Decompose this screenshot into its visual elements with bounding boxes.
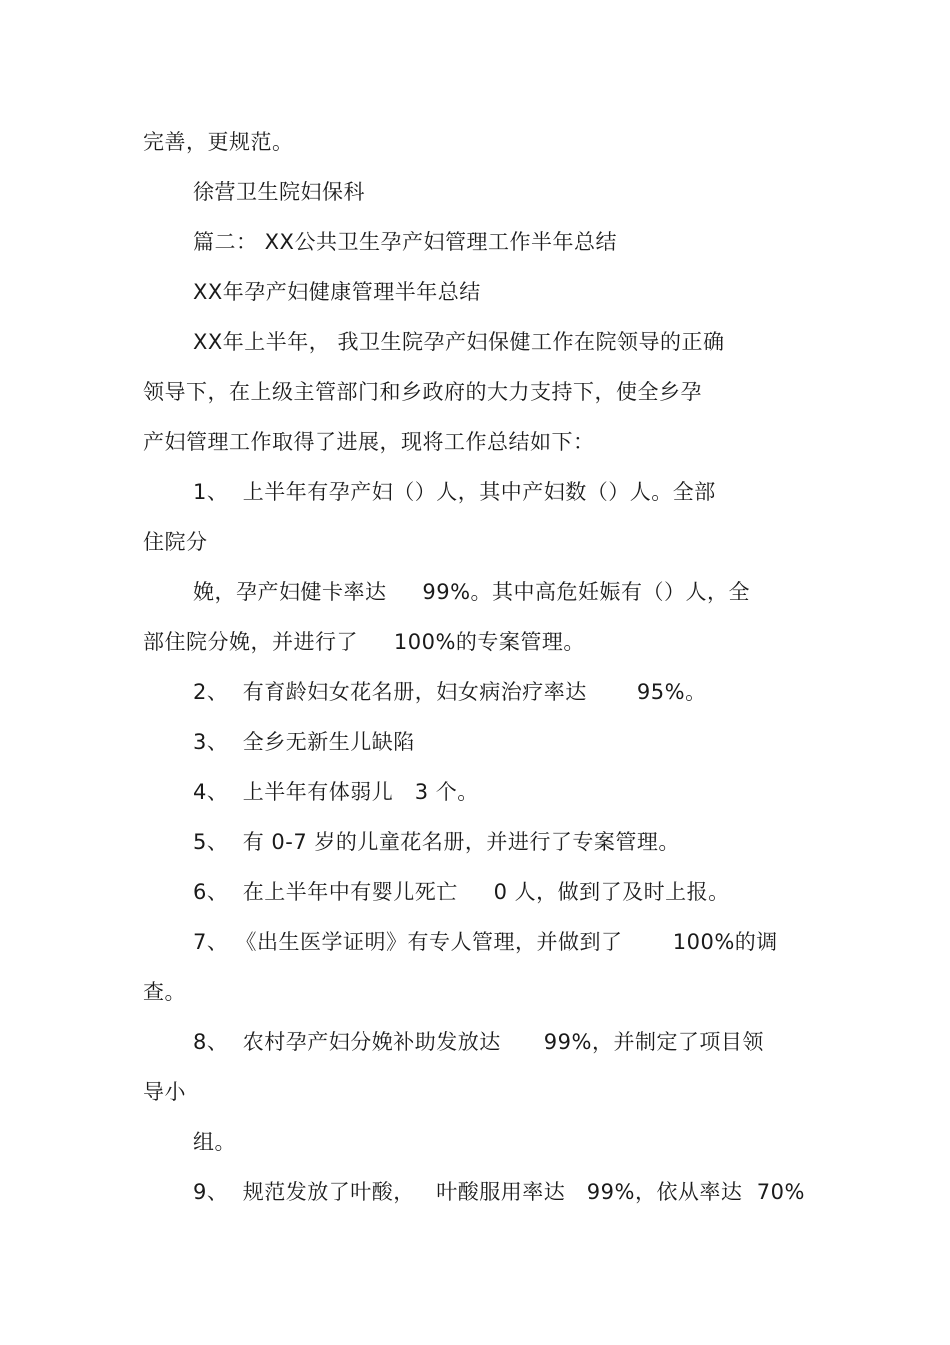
text-line-19: 8、 农村孕产妇分娩补助发放达 99%，并制定了项目领	[193, 1030, 764, 1054]
text-line-12: 2、 有育龄妇女花名册，妇女病治疗率达 95%。	[193, 680, 707, 704]
text-line-21: 组。	[193, 1130, 236, 1154]
text-line-22: 9、 规范发放了叶酸， 叶酸服用率达 99%，依从率达 70%	[193, 1180, 805, 1204]
text-line-7: 产妇管理工作取得了进展，现将工作总结如下：	[143, 430, 595, 454]
text-line-16: 6、 在上半年中有婴儿死亡 0 人，做到了及时上报。	[193, 880, 730, 904]
text-line-20: 导小	[143, 1080, 186, 1104]
text-line-4: XX年孕产妇健康管理半年总结	[193, 280, 481, 304]
text-line-10: 娩，孕产妇健卡率达 99%。其中高危妊娠有（）人，全	[193, 580, 751, 604]
text-line-11: 部住院分娩，并进行了 100%的专案管理。	[143, 630, 585, 654]
text-line-2: 徐营卫生院妇保科	[193, 180, 365, 204]
text-line-14: 4、 上半年有体弱儿 3 个。	[193, 780, 479, 804]
text-line-17: 7、 《出生医学证明》有专人管理，并做到了 100%的调	[193, 930, 778, 954]
text-line-8: 1、 上半年有孕产妇（）人，其中产妇数（）人。全部	[193, 480, 716, 504]
text-line-1: 完善，更规范。	[143, 130, 294, 154]
text-line-15: 5、 有 0-7 岁的儿童花名册，并进行了专案管理。	[193, 830, 680, 854]
text-line-13: 3、 全乡无新生儿缺陷	[193, 730, 415, 754]
text-line-9: 住院分	[143, 530, 208, 554]
text-line-18: 查。	[143, 980, 186, 1004]
text-line-5: XX年上半年， 我卫生院孕产妇保健工作在院领导的正确	[193, 330, 725, 354]
text-line-3: 篇二： XX公共卫生孕产妇管理工作半年总结	[193, 230, 617, 254]
text-line-6: 领导下，在上级主管部门和乡政府的大力支持下，使全乡孕	[143, 380, 702, 404]
